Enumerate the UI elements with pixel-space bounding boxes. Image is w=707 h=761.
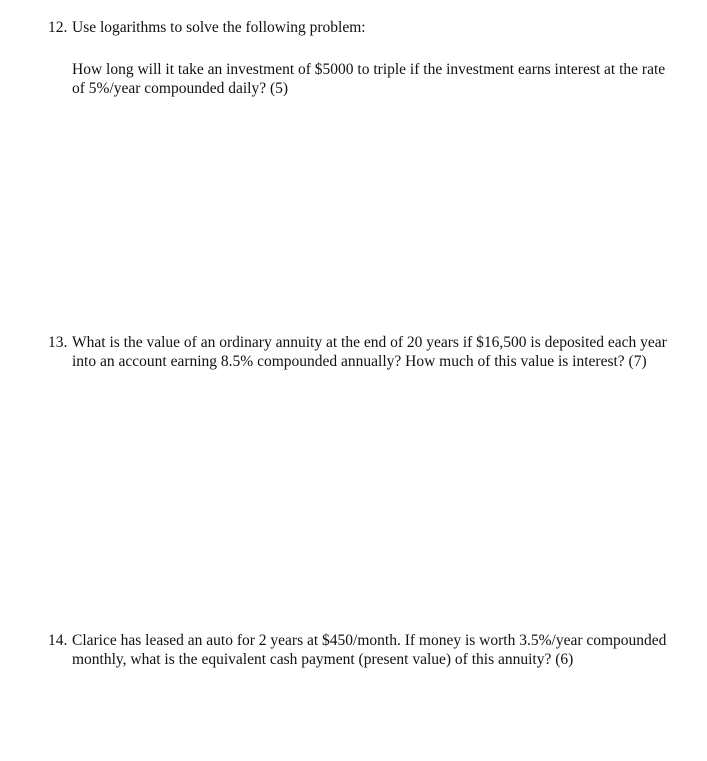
question-13-line-1: What is the value of an ordinary annuity at the end of 20 years if $16,500 is deposited each year [72,334,667,351]
question-13-number: 13. [48,334,68,351]
question-14-number: 14. [48,632,68,649]
question-12-number: 12. [48,19,68,36]
question-12-body-line-2: of 5%/year compounded daily? (5) [72,80,289,97]
question-12-body-line-1: How long will it take an investment of $5000 to triple if the investment earns interest at the rate [72,61,666,78]
question-14-line-1: Clarice has leased an auto for 2 years at $450/month. If money is worth 3.5%/year compounded [72,632,667,649]
question-12-prompt: Use logarithms to solve the following problem: [72,19,366,36]
question-13-line-2: into an account earning 8.5% compounded annually? How much of this value is interest? (7) [72,353,647,370]
question-14-line-2: monthly, what is the equivalent cash payment (present value) of this annuity? (6) [72,651,574,668]
